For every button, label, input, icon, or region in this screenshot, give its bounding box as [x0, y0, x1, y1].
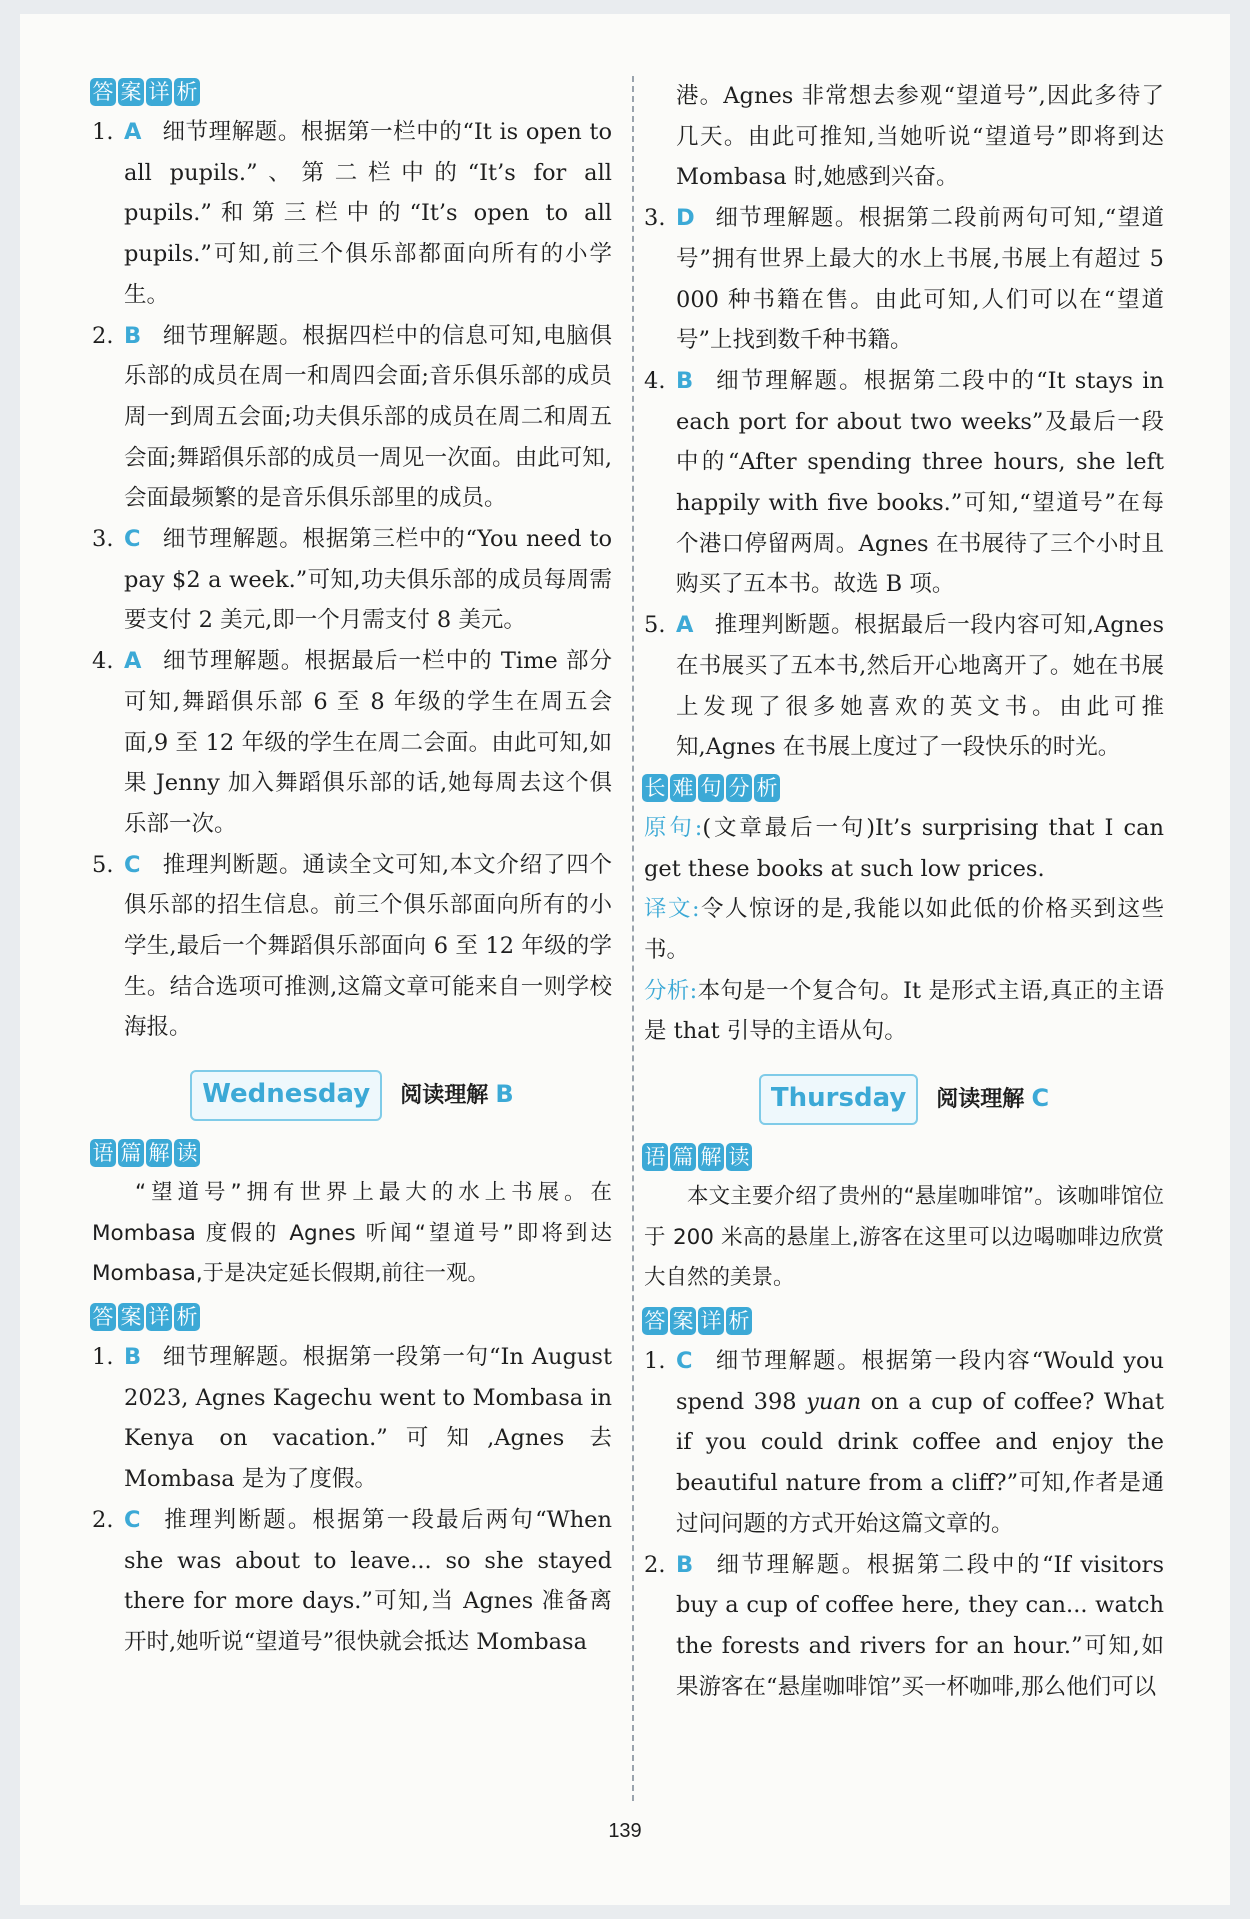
answer-letter: B — [676, 367, 694, 394]
answer-letter: B — [124, 1343, 142, 1370]
analysis: 分析:本句是一个复合句。It 是形式主语,真正的主语是 that 引导的主语从句。 — [644, 977, 1164, 1045]
section-header-b — [92, 1070, 612, 1121]
answer-item: 1. B 细节理解题。根据第一段第一句“In August 2023, Agnes Kagechu went to Mombasa in Kenya on vacation.”可知,Agnes 去 Mombasa 是为了度假。 — [92, 1337, 612, 1500]
section-title: 阅读理解 — [936, 1087, 1025, 1113]
answer-list-a — [92, 112, 612, 1048]
answer-letter: B — [124, 322, 142, 349]
column-divider — [632, 76, 634, 1801]
answer-list-b — [92, 1337, 612, 1663]
section-letter: C — [1031, 1084, 1050, 1113]
right-column — [644, 76, 1164, 1707]
answer-item: 2. B 细节理解题。根据四栏中的信息可知,电脑俱乐部的成员在周一和周四会面;音乐俱乐部的成员周一到周五会面;功夫俱乐部的成员在周二和周五会面;舞蹈俱乐部的成员一周见一次面。由此可知,会面最频繁的是音乐俱乐部里的成员。 — [92, 316, 612, 520]
answer-item: 3. C 细节理解题。根据第三栏中的“You need to pay $2 a week.”可知,功夫俱乐部的成员每周需要支付 2 美元,即一个月需支付 8 美元。 — [92, 519, 612, 641]
section-title: 阅读理解 — [400, 1083, 489, 1109]
answers-tag: 答 案 详 析 — [90, 1303, 612, 1331]
answer-letter: C — [124, 851, 141, 878]
answer-item: 2. B 细节理解题。根据第二段中的“If visitors buy a cup of coffee here, they can... watch the forests and rivers for an hour.”可知,如果游客在“悬崖咖啡馆”买一杯咖啡,那么他们可以 — [644, 1545, 1164, 1708]
answer-letter: A — [124, 119, 142, 145]
answer-item: 2. C 推理判断题。根据第一段最后两句“When she was about to leave... so she stayed there for more days.”可知,当 Agnes 准备离开时,她听说“望道号”很快就会抵达 Mombasa — [92, 1500, 612, 1663]
section-letter: B — [495, 1080, 514, 1109]
passage-tag: 语 篇 解 读 — [90, 1139, 612, 1167]
answer-continuation: 港。Agnes 非常想去参观“望道号”,因此多待了几天。由此可推知,当她听说“望道号”即将到达 Mombasa 时,她感到兴奋。 — [676, 83, 1164, 191]
answer-list-b-rest — [644, 198, 1164, 768]
answer-item: 4. B 细节理解题。根据第二段中的“It stays in each port for about two weeks”及最后一段中的“After spending three hours, she left happily with five books.”可知,“望道号”在每个港口停留两周。Agnes 在书展待了三个小时且购买了五本书。故选 B 项。 — [644, 361, 1164, 605]
passage-tag: 语 篇 解 读 — [642, 1143, 1164, 1171]
answer-item: 5. C 推理判断题。通读全文可知,本文介绍了四个俱乐部的招生信息。前三个俱乐部面向所有的小学生,最后一个舞蹈俱乐部面向 6 至 12 年级的学生。结合选项可推测,这篇文章可能来自一则学校海报。 — [92, 845, 612, 1049]
answer-item: 4. A 细节理解题。根据最后一栏中的 Time 部分可知,舞蹈俱乐部 6 至 8 年级的学生在周五会面,9 至 12 年级的学生在周二会面。由此可知,如果 Jenny 加入舞蹈俱乐部的话,她每周去这个俱乐部一次。 — [92, 641, 612, 845]
answers-tag: 答 案 详 析 — [642, 1307, 1164, 1335]
passage-summary: “望道号”拥有世界上最大的水上书展。在 Mombasa 度假的 Agnes 听闻“望道号”即将到达 Mombasa,于是决定延长假期,前往一观。 — [92, 1179, 612, 1287]
answer-letter: C — [124, 1506, 141, 1533]
answers-tag: 答 案 详 析 — [90, 78, 612, 106]
original-sentence: 原句:(文章最后一句)It’s surprising that I can get these books at such low prices. — [644, 814, 1164, 882]
left-column — [92, 76, 612, 1663]
answer-list-c — [644, 1341, 1164, 1707]
passage-summary: 本文主要介绍了贵州的“悬崖咖啡馆”。该咖啡馆位于 200 米高的悬崖上,游客在这里可以边喝咖啡边欣赏大自然的美景。 — [644, 1183, 1164, 1291]
translation: 译文:令人惊讶的是,我能以如此低的价格买到这些书。 — [644, 896, 1164, 964]
answer-item: 3. D 细节理解题。根据第二段前两句可知,“望道号”拥有世界上最大的水上书展,书展上有超过 5 000 种书籍在售。由此可知,人们可以在“望道号”上找到数千种书籍。 — [644, 198, 1164, 361]
section-header-c — [644, 1074, 1164, 1125]
page-number: 139 — [608, 1820, 642, 1842]
answer-key-page — [20, 14, 1230, 1905]
day-tab-thursday: Thursday — [759, 1074, 918, 1125]
answer-letter: A — [676, 612, 694, 639]
long-sentence-tag: 长 难 句 分 析 — [642, 774, 1164, 802]
answer-letter: B — [676, 1551, 694, 1578]
answer-letter: C — [676, 1347, 693, 1374]
answer-item: 5. A 推理判断题。根据最后一段内容可知,Agnes 在书展买了五本书,然后开心地离开了。她在书展上发现了很多她喜欢的英文书。由此可推知,Agnes 在书展上度过了一段快乐的时光。 — [644, 605, 1164, 768]
answer-item: 1. A 细节理解题。根据第一栏中的“It is open to all pupils.”、第二栏中的“It’s for all pupils.”和第三栏中的“It’s open to all pupils.”可知,前三个俱乐部都面向所有的小学生。 — [92, 112, 612, 316]
answer-item: 1. C 细节理解题。根据第一段内容“Would you spend 398 yuan on a cup of coffee? What if you could drink coffee and enjoy the beautiful nature from a cliff?”可知,作者是通过问问题的方式开始这篇文章的。 — [644, 1341, 1164, 1545]
answer-letter: A — [124, 648, 142, 675]
day-tab-wednesday: Wednesday — [190, 1070, 382, 1121]
answer-letter: D — [676, 205, 695, 232]
answer-letter: C — [124, 526, 141, 553]
